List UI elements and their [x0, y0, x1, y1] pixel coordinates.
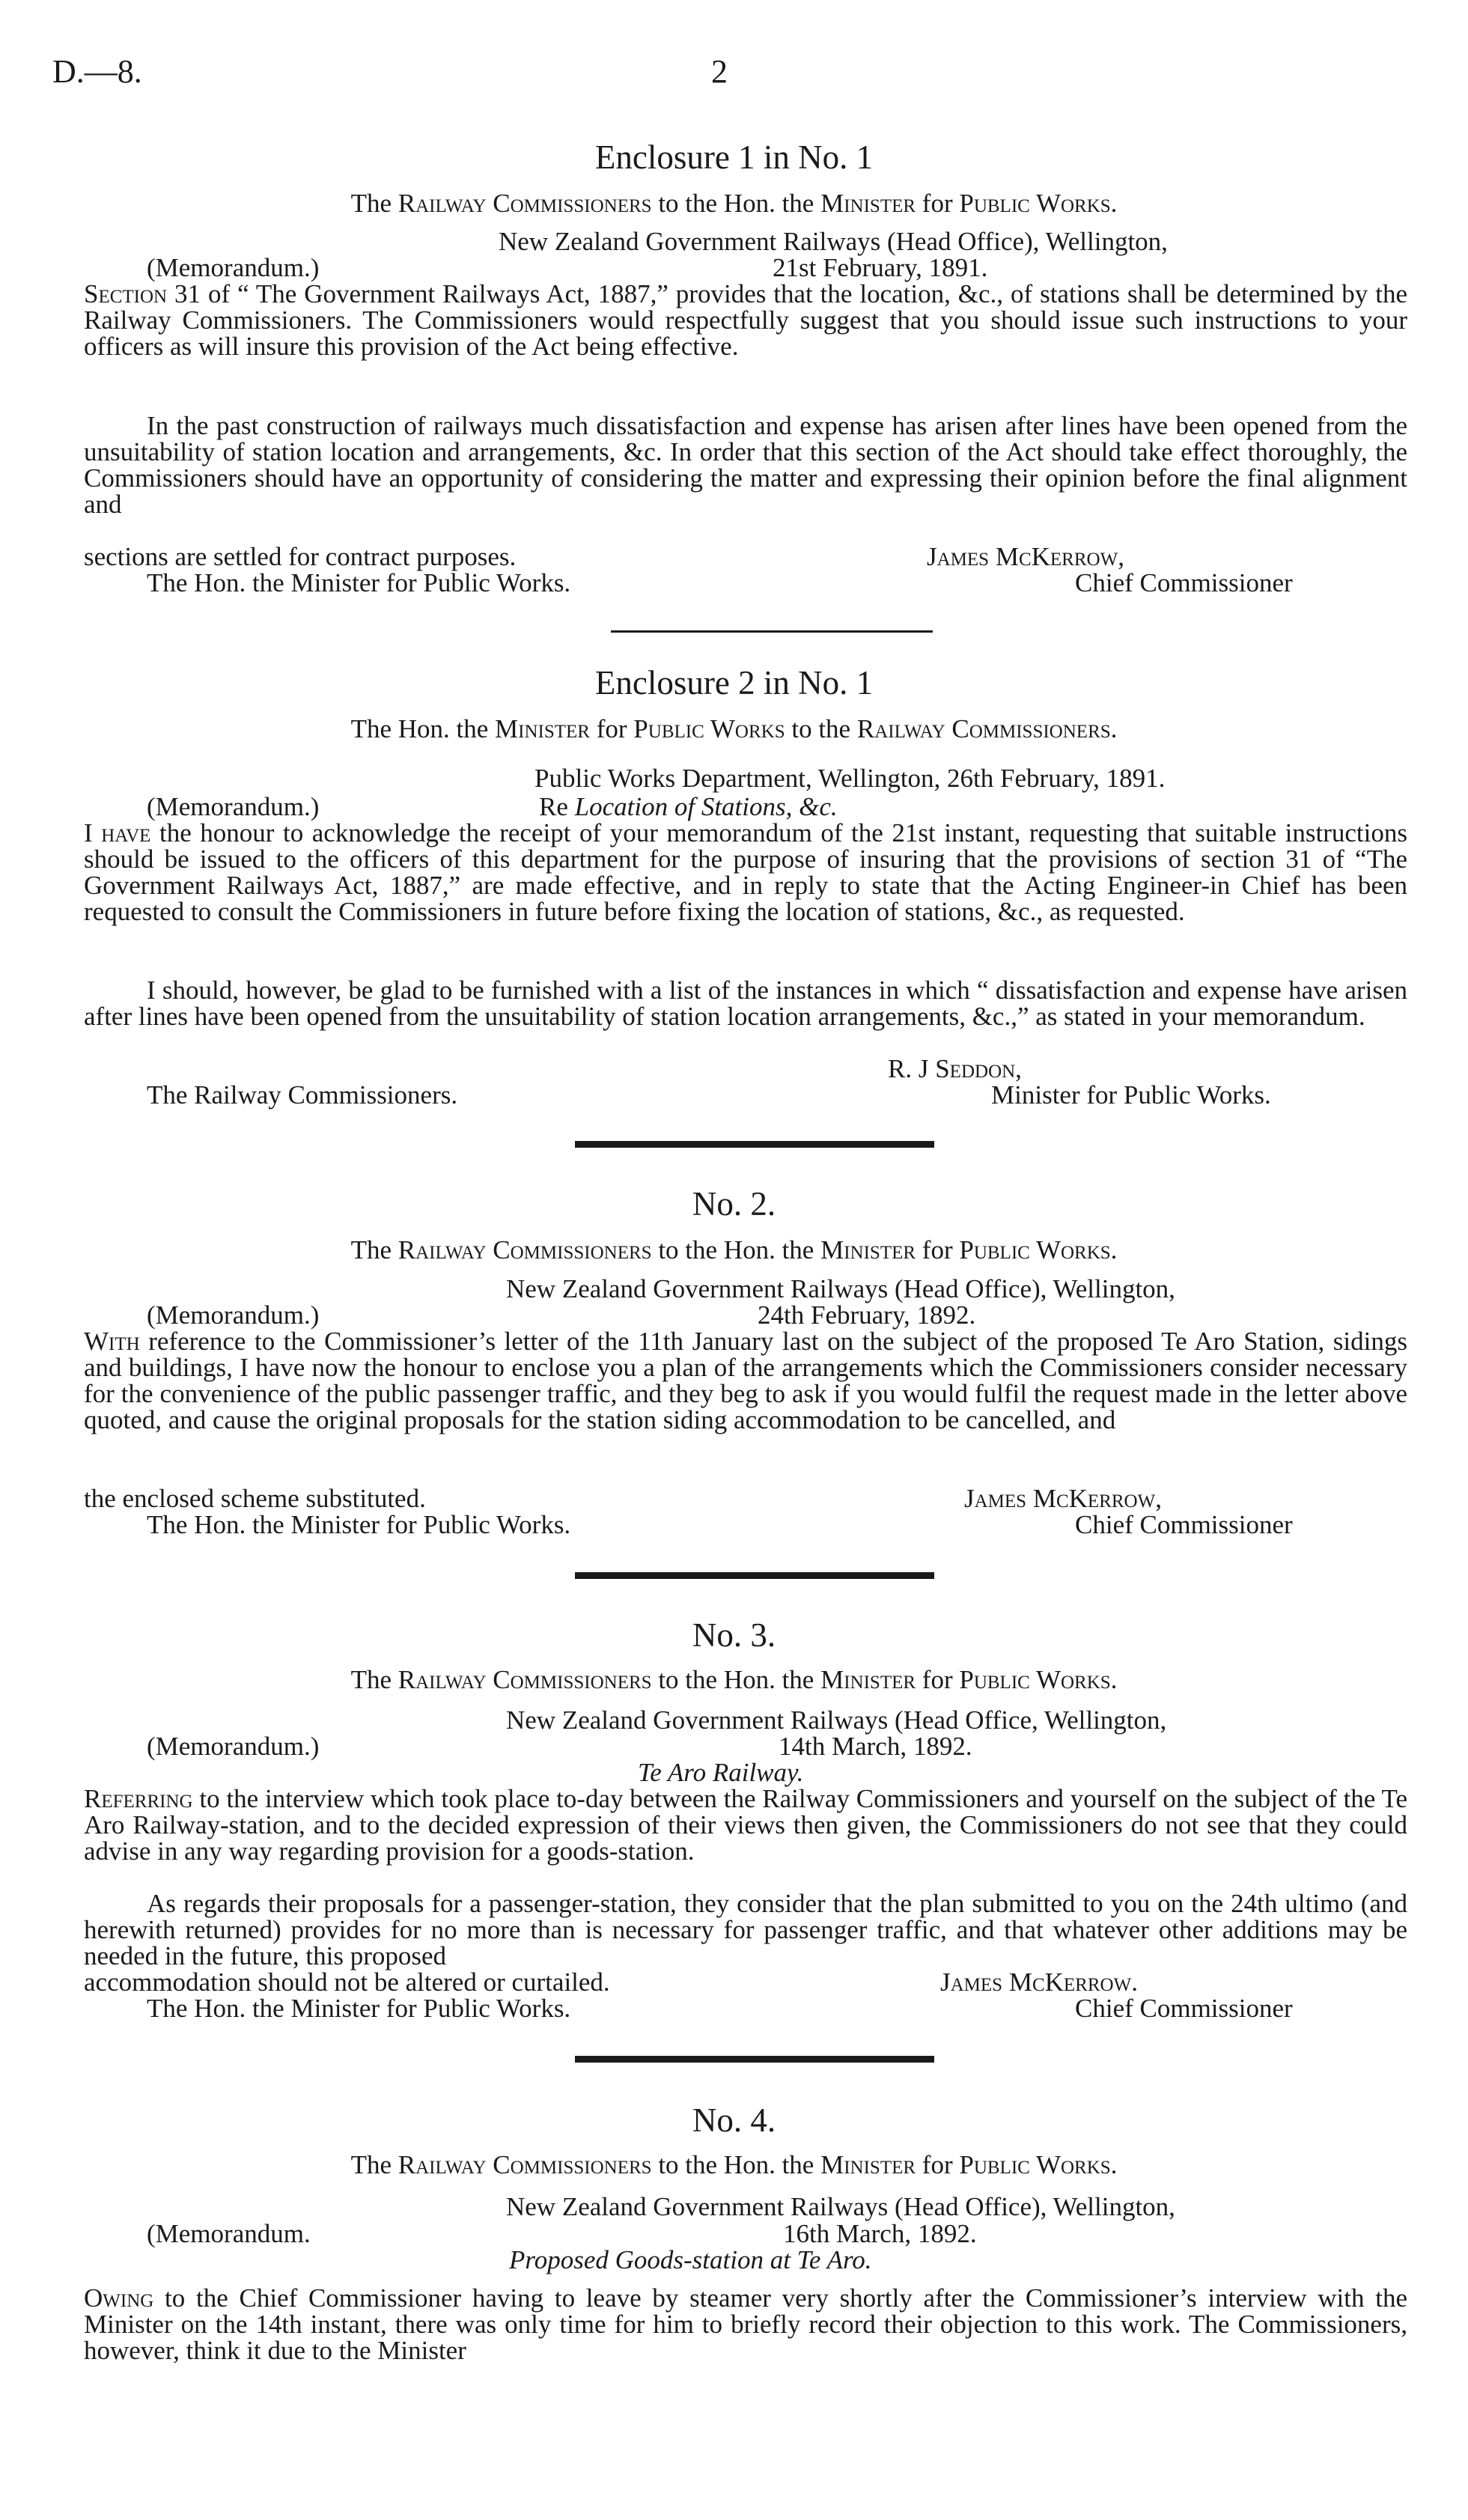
section-divider: [575, 2056, 934, 2063]
no-3-place: New Zealand Government Railways (Head Office, Wellington,: [506, 1705, 1167, 1735]
enclosure-1-heading: Enclosure 1 in No. 1: [594, 139, 874, 176]
no-3-heading: No. 3.: [692, 1616, 776, 1654]
enclosure-2-place: Public Works Department, Wellington, 26th February, 1891.: [534, 764, 1166, 793]
no-2-paragraph-1: With reference to the Commissioner’s letter of the 11th January last on the subject of the proposed Te Aro Station, sidings and buildings, I have now the honour to enclose you a plan of the arrangements which the Commissioners consider necessary for the convenience of the public passenger traffic, and they beg to ask if you would fulfil the request made in the letter above quoted, and cause the original proposals for the station siding accommodation to be cancelled, and: [84, 1327, 1407, 1434]
enclosure-2-re-line: Re Location of Stations, &c.: [539, 792, 838, 821]
enclosure-2-memo-label: (Memorandum.): [147, 792, 320, 821]
no-2-addressee: The Hon. the Minister for Public Works.: [147, 1510, 571, 1539]
no-4-paragraph-1: Owing to the Chief Commissioner having to leave by steamer very shortly after the Commissioner’s interview with the Minister on the 14th instant, there was only time for him to briefly record their objection to this work. The Commissioners, however, think it due to the Minister: [84, 2283, 1407, 2365]
page-number: 2: [711, 53, 728, 90]
no-2-heading: No. 2.: [692, 1185, 776, 1223]
document-reference: D.—8.: [52, 53, 142, 90]
enclosure-1-paragraph-2: In the past construction of railways much dissatisfaction and expense has arisen after lines have been opened from the unsuitability of station location and arrangements, &c. In order that this section of the Act should take effect thoroughly, the Commissioners should have an opportunity of considering the matter and expressing their opinion before the final alignment and: [84, 411, 1407, 519]
enclosure-1-paragraph-2-last-line: sections are settled for contract purposes.: [84, 542, 517, 571]
no-2-signature: James McKerrow,: [964, 1484, 1162, 1513]
no-4-subject: Proposed Goods-station at Te Aro.: [509, 2245, 872, 2274]
enclosure-1-paragraph-1: Section 31 of “ The Government Railways Act, 1887,” provides that the location, &c., of stations shall be determined by the Railway Commissioners. The Commissioners would respectfully suggest that you should issue such instructions to your officers as will insure this provision of the Act being effective.: [84, 279, 1407, 361]
enclosure-1-address: The Railway Commissioners to the Hon. the Minister for Public Works.: [350, 189, 1118, 218]
enclosure-1-signature: James McKerrow,: [927, 542, 1124, 571]
enclosure-1-signer-title: Chief Commissioner: [1075, 568, 1293, 597]
no-3-paragraph-1: Referring to the interview which took place to-day between the Railway Commissioners and yourself on the subject of the Te Aro Railway-station, and to the decided expression of their views then given, the Commissioners do not see that they could advise in any way regarding provision for a goods-station.: [84, 1784, 1407, 1866]
no-3-paragraph-2: As regards their proposals for a passenger-station, they consider that the plan submitted to you on the 24th ultimo (and herewith returned) provides for no more than is necessary for passenger traffic, and that whatever other additions may be needed in the future, this proposed: [84, 1889, 1407, 1970]
section-divider: [575, 1572, 934, 1579]
no-4-heading: No. 4.: [692, 2101, 776, 2139]
no-3-date: 14th March, 1892.: [779, 1732, 972, 1761]
no-2-memo-label: (Memorandum.): [147, 1300, 320, 1330]
no-2-date: 24th February, 1892.: [758, 1300, 976, 1330]
enclosure-2-addressee: The Railway Commissioners.: [147, 1080, 458, 1110]
no-3-memo-label: (Memorandum.): [147, 1732, 320, 1761]
section-divider: [611, 630, 933, 633]
no-2-signer-title: Chief Commissioner: [1075, 1510, 1293, 1539]
no-2-address: The Railway Commissioners to the Hon. the Minister for Public Works.: [350, 1235, 1118, 1264]
no-3-signer-title: Chief Commissioner: [1075, 1994, 1293, 2023]
enclosure-2-paragraph-1: I have the honour to acknowledge the receipt of your memorandum of the 21st instant, requesting that suitable instructions should be issued to the officers of this department for the purpose of insuring that the provisions of section 31 of “The Government Railways Act, 1887,” are made effective, and in reply to state that the Acting Engineer-in Chief has been requested to consult the Commissioners in future before fixing the location of stations, &c., as requested.: [84, 818, 1407, 926]
enclosure-1-memo-label: (Memorandum.): [147, 253, 320, 282]
no-3-subject: Te Aro Railway.: [638, 1758, 804, 1787]
enclosure-2-signer-title: Minister for Public Works.: [991, 1080, 1271, 1110]
enclosure-2-heading: Enclosure 2 in No. 1: [594, 664, 874, 701]
no-3-paragraph-2-last-line: accommodation should not be altered or curtailed.: [84, 1967, 610, 1997]
enclosure-2-address: The Hon. the Minister for Public Works to the Railway Commissioners.: [350, 714, 1118, 743]
no-4-date: 16th March, 1892.: [783, 2219, 977, 2248]
enclosure-1-addressee: The Hon. the Minister for Public Works.: [147, 568, 571, 597]
no-3-addressee: The Hon. the Minister for Public Works.: [147, 1994, 571, 2023]
enclosure-2-signature: R. J Seddon,: [888, 1054, 1022, 1083]
no-4-place: New Zealand Government Railways (Head Office), Wellington,: [506, 2192, 1175, 2221]
enclosure-1-date: 21st February, 1891.: [773, 253, 988, 282]
no-4-memo-label: (Memorandum.: [147, 2219, 311, 2248]
enclosure-1-place: New Zealand Government Railways (Head Office), Wellington,: [499, 227, 1168, 256]
no-4-address: The Railway Commissioners to the Hon. the Minister for Public Works.: [350, 2150, 1118, 2179]
section-divider: [575, 1141, 934, 1148]
no-2-paragraph-1-last-line: the enclosed scheme substituted.: [84, 1484, 426, 1513]
no-2-place: New Zealand Government Railways (Head Office), Wellington,: [506, 1274, 1175, 1303]
no-3-signature: James McKerrow.: [940, 1967, 1138, 1997]
enclosure-2-paragraph-2: I should, however, be glad to be furnished with a list of the instances in which “ dissatisfaction and expense have arisen after lines have been opened from the unsuitability of station location arrangements, &c.,” as stated in your memorandum.: [84, 976, 1407, 1031]
no-3-address: The Railway Commissioners to the Hon. the Minister for Public Works.: [350, 1665, 1118, 1694]
